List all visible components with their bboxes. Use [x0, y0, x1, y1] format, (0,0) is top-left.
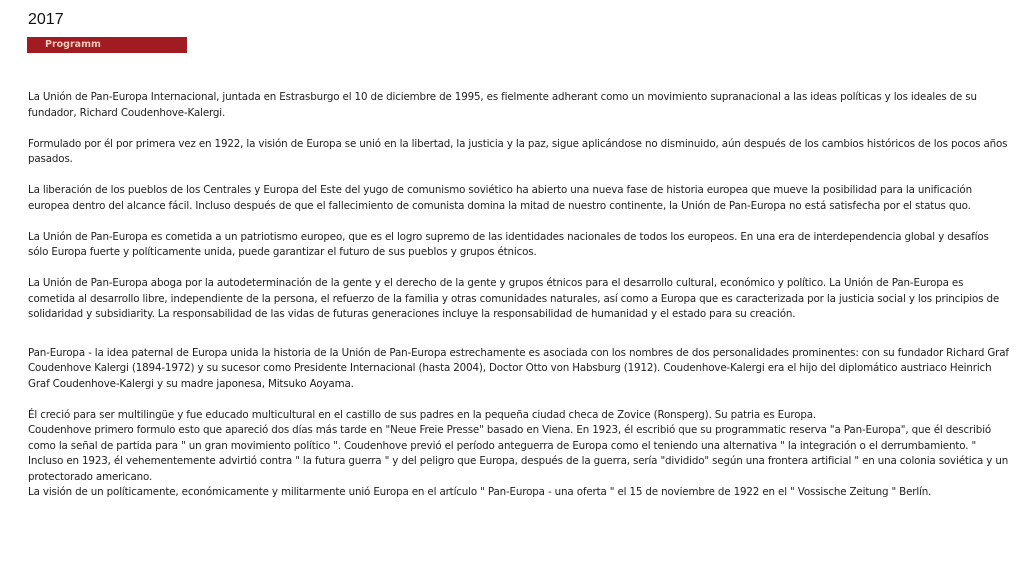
- section-banner-label: Programm: [45, 39, 101, 50]
- paragraph-liberation: La liberación de los pueblos de los Centrales y Europa del Este del yugo de comunismo soviético ha abierto una nueva fase de historia europea que mueve la posibilidad para la unificación europea dentro del alcance fácil. Incluso después de que el fallecimiento de comunista domina la mitad de nuestro continente, la Unión de Pan-Europa no está satisfecha por el status quo.: [28, 184, 972, 212]
- paragraph-programmatic: Coudenhove primero formulo esto que apareció dos días más tarde en "Neue Freie Presse" basado en Viena. En 1923, él escribió que su programmatic reserva "a Pan-Europa", que él describió como la señal de partida para " un gran movimiento político ". Coudenhove previó el período anteguerra de Europa como el teniendo una alternativa " la integración o el derrumbamiento. " Incluso en 1923, él vehementemente advirtió contra " la futura guerra " y del peligro que Europa, después de la guerra, sería "dividido" según una frontera artificial " en una colonia soviética y un protectorado americano.: [28, 424, 1009, 483]
- paragraph-founding: La Unión de Pan-Europa Internacional, juntada en Estrasburgo el 10 de diciembre de 1995, es fielmente adherant como un movimiento supranacional a las ideas políticas y los ideales de su fundador, Richard Coudenhove-Kalergi.: [28, 91, 977, 119]
- paragraph-self-determination: La Unión de Pan-Europa aboga por la autodeterminación de la gente y el derecho de la gente y grupos étnicos para el desarrollo cultural, económico y político. La Unión de Pan-Europa es cometida al desarrollo libre, independiente de la persona, el refuerzo de la familia y otras comunidades naturales, así como a Europa que es caracterizada por la justicia social y los principios de solidaridad y subsidiarity. La responsabilidad de las vidas de futuras generaciones incluye la responsabilidad de humanidad y el estado para su creación.: [28, 277, 1000, 320]
- paragraph-paternal-idea: Pan-Europa - la idea paternal de Europa unida la historia de la Unión de Pan-Europa estrechamente es asociada con los nombres de dos personalidades prominentes: con su fundador Richard Graf Coudenhove Kalergi (1894-1972) y su sucesor como Presidente Internacional (hasta 2004), Doctor Otto von Habsburg (1912). Coudenhove-Kalergi era el hijo del diplomático austriaco Heinrich Graf Coudenhove-Kalergi y su madre japonesa, Mitsuko Aoyama.: [28, 346, 1009, 390]
- section-banner: [27, 37, 187, 53]
- paragraph-patriotism: La Unión de Pan-Europa es cometida a un patriotismo europeo, que es el logro supremo de las identidades nacionales de todos los europeos. En una era de interdependencia global y desafíos sólo Europa fuerte y políticamente unida, puede garantizar el futuro de sus pueblos y grupos étnicos.: [28, 230, 989, 258]
- page-year-heading: 2017: [28, 11, 64, 28]
- paragraph-vision-1922: Formulado por él por primera vez en 1922, la visión de Europa se unió en la libertad, la justicia y la paz, sigue aplicándose no disminuido, aún después de los cambios históricos de los pocos años pasados.: [28, 137, 1008, 165]
- paragraph-multilingual: Él creció para ser multilingüe y fue educado multicultural en el castillo de sus padres en la pequeña ciudad checa de Zovice (Ronsperg). Su patria es Europa.: [28, 408, 817, 421]
- document-body: [28, 90, 1012, 501]
- paragraph-pan-europa-offer: La visión de un políticamente, económicamente y militarmente unió Europa en el artículo " Pan-Europa - una oferta " el 15 de noviembre de 1922 en el " Vossische Zeitung " Berlín.: [28, 486, 932, 498]
